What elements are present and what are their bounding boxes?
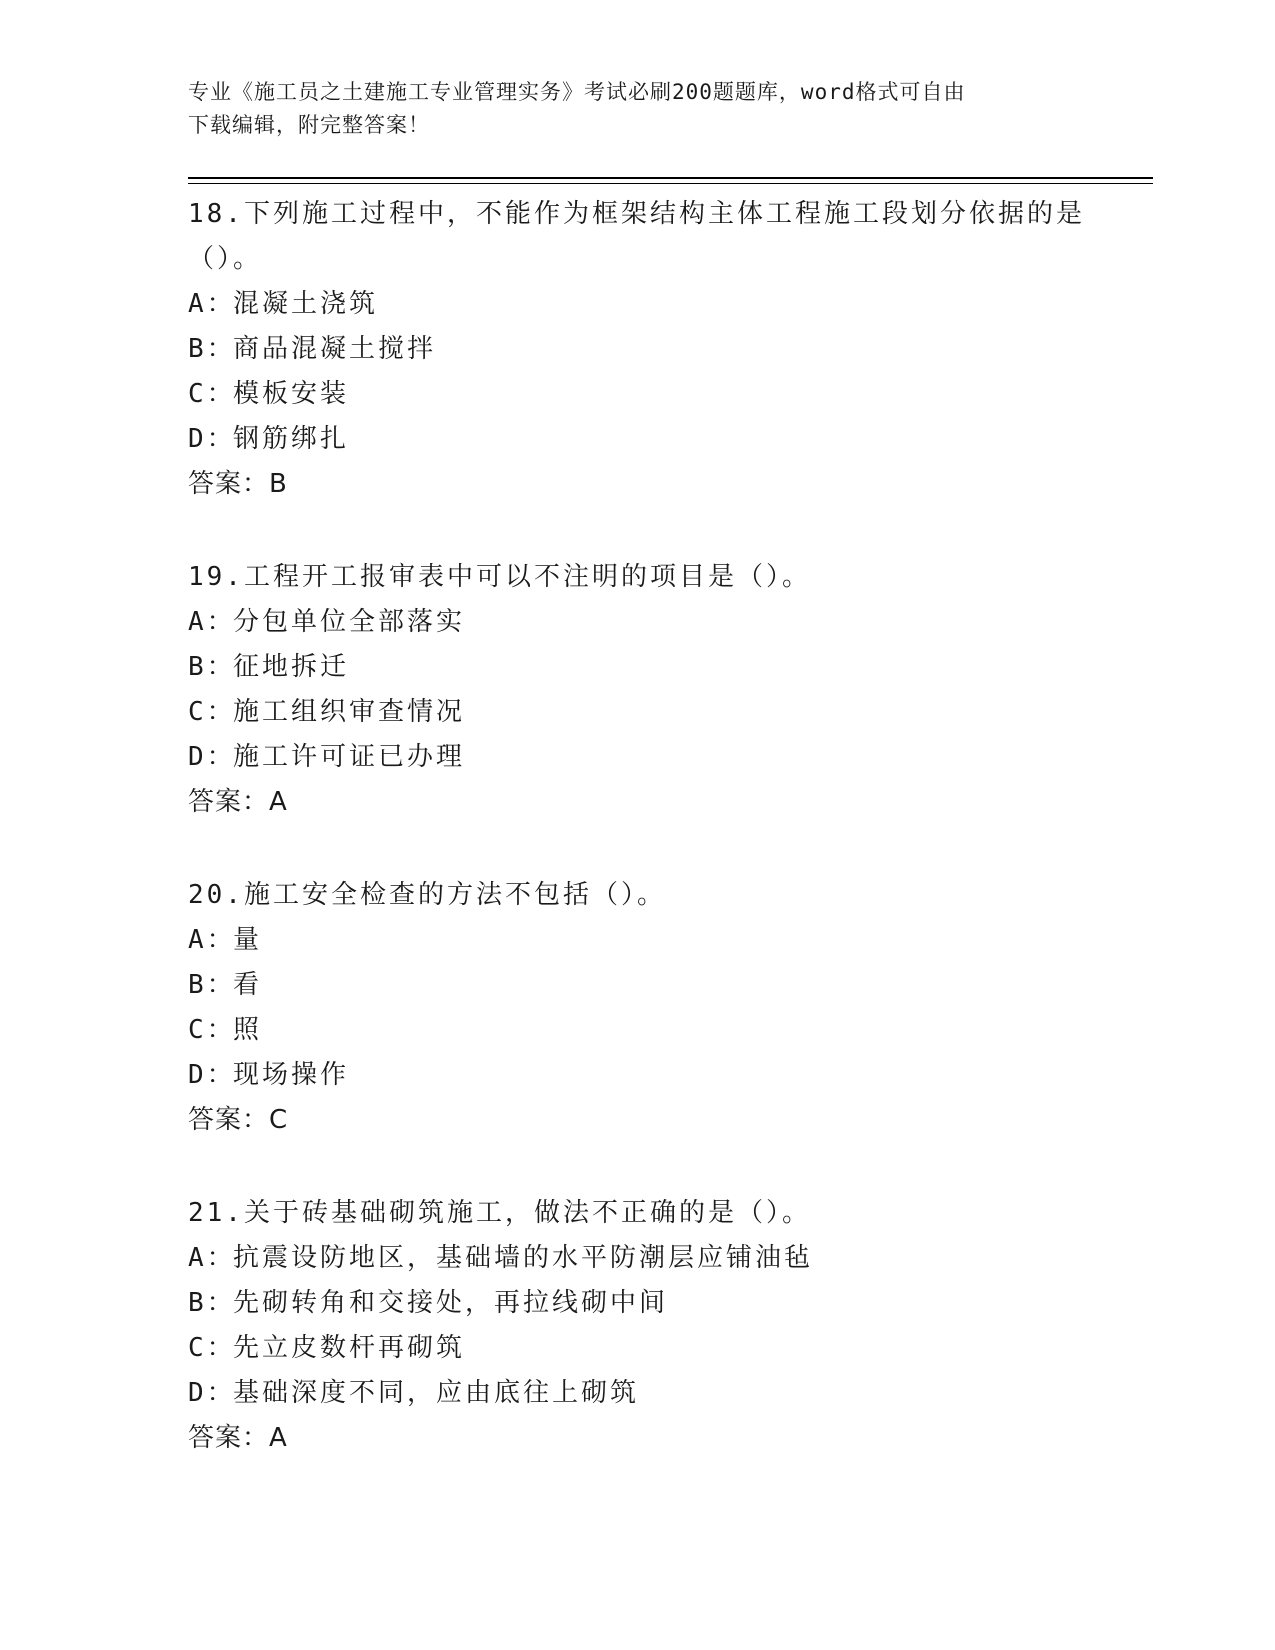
option-key: C： bbox=[188, 1015, 236, 1045]
option-key: D： bbox=[188, 424, 236, 454]
option-key: A： bbox=[188, 289, 236, 319]
question-spacer bbox=[188, 1143, 1088, 1191]
option-key: B： bbox=[188, 970, 236, 1000]
header-line-2: 下载编辑，附完整答案！ bbox=[188, 113, 430, 137]
option-text: 分包单位全部落实 bbox=[233, 607, 466, 637]
option-c bbox=[188, 1326, 1088, 1371]
option-text: 商品混凝土搅拌 bbox=[233, 334, 437, 364]
option-text: 模板安装 bbox=[233, 379, 350, 409]
answer: 答案：A bbox=[188, 787, 288, 817]
question-20 bbox=[188, 873, 1088, 1143]
answer: 答案：B bbox=[188, 469, 288, 499]
option-key: C： bbox=[188, 697, 236, 727]
question-18 bbox=[188, 192, 1088, 507]
option-text: 钢筋绑扎 bbox=[233, 424, 350, 454]
option-key: A： bbox=[188, 1243, 236, 1273]
option-a bbox=[188, 600, 1088, 645]
question-21 bbox=[188, 1191, 1088, 1461]
question-spacer bbox=[188, 825, 1088, 873]
option-c bbox=[188, 372, 1088, 417]
option-b bbox=[188, 1281, 1088, 1326]
option-key: D： bbox=[188, 1060, 236, 1090]
option-key: B： bbox=[188, 334, 236, 364]
option-text: 现场操作 bbox=[233, 1060, 350, 1090]
option-c bbox=[188, 690, 1088, 735]
option-c bbox=[188, 1008, 1088, 1053]
option-key: B： bbox=[188, 652, 236, 682]
question-19 bbox=[188, 555, 1088, 825]
option-text: 混凝土浇筑 bbox=[233, 289, 379, 319]
option-key: C： bbox=[188, 1333, 236, 1363]
question-stem: 21.关于砖基础砌筑施工，做法不正确的是（）。 bbox=[188, 1198, 811, 1228]
option-text: 先砌转角和交接处，再拉线砌中间 bbox=[233, 1288, 669, 1318]
document-header bbox=[188, 76, 1078, 142]
option-key: D： bbox=[188, 1378, 236, 1408]
answer: 答案：C bbox=[188, 1105, 289, 1135]
option-b bbox=[188, 963, 1088, 1008]
option-key: B： bbox=[188, 1288, 236, 1318]
question-stem: 20.施工安全检查的方法不包括（）。 bbox=[188, 880, 666, 910]
option-a bbox=[188, 918, 1088, 963]
option-d bbox=[188, 735, 1088, 780]
option-text: 基础深度不同，应由底往上砌筑 bbox=[233, 1378, 640, 1408]
option-text: 施工许可证已办理 bbox=[233, 742, 466, 772]
option-key: C： bbox=[188, 379, 236, 409]
option-text: 抗震设防地区，基础墙的水平防潮层应铺油毡 bbox=[233, 1243, 814, 1273]
option-key: A： bbox=[188, 925, 236, 955]
option-key: D： bbox=[188, 742, 236, 772]
option-text: 量 bbox=[233, 925, 263, 955]
option-d bbox=[188, 417, 1088, 462]
option-a bbox=[188, 282, 1088, 327]
question-stem: 18.下列施工过程中，不能作为框架结构主体工程施工段划分依据的是 bbox=[188, 199, 1085, 229]
question-stem: 19.工程开工报审表中可以不注明的项目是（）。 bbox=[188, 562, 811, 592]
answer: 答案：A bbox=[188, 1423, 288, 1453]
option-b bbox=[188, 327, 1088, 372]
header-divider bbox=[188, 177, 1153, 184]
option-text: 施工组织审查情况 bbox=[233, 697, 466, 727]
option-a bbox=[188, 1236, 1088, 1281]
option-text: 先立皮数杆再砌筑 bbox=[233, 1333, 466, 1363]
option-text: 看 bbox=[233, 970, 263, 1000]
option-d bbox=[188, 1371, 1088, 1416]
option-b bbox=[188, 645, 1088, 690]
option-text: 征地拆迁 bbox=[233, 652, 350, 682]
header-line-1: 专业《施工员之土建施工专业管理实务》考试必刷200题题库，word格式可自由 bbox=[188, 80, 966, 104]
question-list bbox=[188, 192, 1088, 1461]
option-key: A： bbox=[188, 607, 236, 637]
question-stem-continued: （）。 bbox=[188, 244, 263, 274]
option-d bbox=[188, 1053, 1088, 1098]
question-spacer bbox=[188, 507, 1088, 555]
option-text: 照 bbox=[233, 1015, 263, 1045]
